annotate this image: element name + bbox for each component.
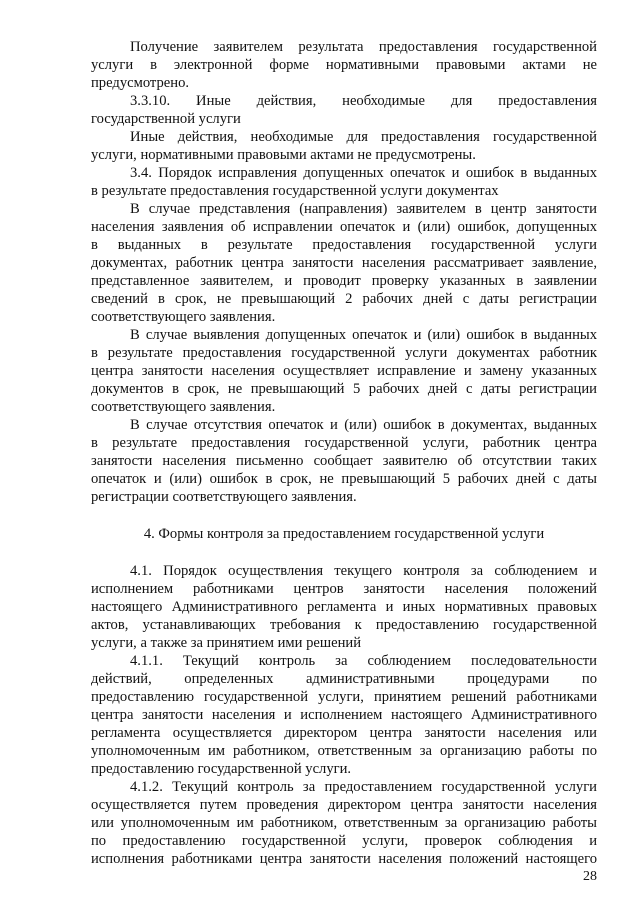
text-line: услуги, а также за принятием ими решений bbox=[91, 635, 362, 651]
text-line: В случае представления (направления) заявителем в центр занятости bbox=[130, 201, 597, 217]
section-heading-line: государственной услуги bbox=[91, 111, 241, 127]
text-line: осуществляется путем проведения директором центра занятости населения bbox=[91, 797, 597, 813]
text-line: 4.1.1. Текущий контроль за соблюдением последовательности bbox=[130, 653, 597, 669]
text-line: или уполномоченным им работником, ответственным за организацию работы bbox=[91, 815, 597, 831]
text-line: актов, устанавливающих требования к предоставлению государственной bbox=[91, 617, 597, 633]
text-line: соответствующего заявления. bbox=[91, 309, 276, 325]
text-line: населения заявления об исправлении опечаток и (или) ошибок, допущенных bbox=[91, 219, 597, 235]
text-line: уполномоченным им работником, ответственным за организацию работы по bbox=[91, 743, 597, 759]
text-line: 4.1.2. Текущий контроль за предоставлением государственной услуги bbox=[130, 779, 597, 795]
section-heading-line: 3.3.10. Иные действия, необходимые для предоставления bbox=[130, 93, 597, 109]
text-line: предоставлению государственной услуги, принятием решений работниками bbox=[91, 689, 597, 705]
text-line: Иные действия, необходимые для предоставления государственной bbox=[130, 129, 597, 145]
text-line: соответствующего заявления. bbox=[91, 399, 276, 415]
text-line: в выданных в результате предоставления государственной услуги bbox=[91, 237, 597, 253]
text-line: услуги в электронной форме нормативными правовыми актами не bbox=[91, 57, 597, 73]
text-line: действий, определенных административными процедурами по bbox=[91, 671, 597, 687]
section-heading-line: 3.4. Порядок исправления допущенных опечаток и ошибок в выданных bbox=[130, 165, 597, 181]
text-line: 4.1. Порядок осуществления текущего контроля за соблюдением и bbox=[130, 563, 597, 579]
text-line: Получение заявителем результата предоставления государственной bbox=[130, 39, 597, 55]
text-line: центра занятости населения осуществляет исправление и замену указанных bbox=[91, 363, 597, 379]
text-line: центра занятости населения и исполнением настоящего Административного bbox=[91, 707, 597, 723]
text-line: услуги, нормативными правовыми актами не предусмотрены. bbox=[91, 147, 476, 163]
text-line: В случае выявления допущенных опечаток и (или) ошибок в выданных bbox=[130, 327, 597, 343]
text-line: документов в срок, не превышающий 5 рабочих дней с даты регистрации bbox=[91, 381, 597, 397]
text-line: исполнением работниками центров занятости населения положений bbox=[91, 581, 597, 597]
chapter-heading: 4. Формы контроля за предоставлением государственной услуги bbox=[143, 526, 545, 542]
text-line: в результате предоставления государственной услуги документах работник bbox=[91, 345, 597, 361]
text-line: предусмотрено. bbox=[91, 75, 190, 91]
text-line: регламента осуществляется директором центра занятости населения или bbox=[91, 725, 597, 741]
text-line: предоставлению государственной услуги. bbox=[91, 761, 352, 777]
text-line: исполнения работниками центра занятости населения положений настоящего bbox=[91, 851, 597, 867]
section-heading-line: в результате предоставления государственной услуги документах bbox=[91, 183, 499, 199]
text-line: В случае отсутствия опечаток и (или) ошибок в документах, выданных bbox=[130, 417, 597, 433]
text-line: настоящего Административного регламента и иных нормативных правовых bbox=[91, 599, 597, 615]
text-line: опечаток и (или) ошибок в срок, не превышающий 5 рабочих дней с даты bbox=[91, 471, 597, 487]
page-number: 28 bbox=[583, 869, 597, 884]
text-line: представленное заявителем, и проводит проверку указанных в заявлении bbox=[91, 273, 597, 289]
text-line: занятости населения письменно сообщает заявителю об отсутствии таких bbox=[91, 453, 597, 469]
text-line: регистрации соответствующего заявления. bbox=[91, 489, 357, 505]
text-line: в результате предоставления государственной услуги, работник центра bbox=[91, 435, 597, 451]
text-line: по предоставлению государственной услуги, проверок соблюдения и bbox=[91, 833, 597, 849]
text-line: документах, работник центра занятости населения рассматривает заявление, bbox=[91, 255, 597, 271]
text-line: сведений в срок, не превышающий 2 рабочих дней с даты регистрации bbox=[91, 291, 597, 307]
